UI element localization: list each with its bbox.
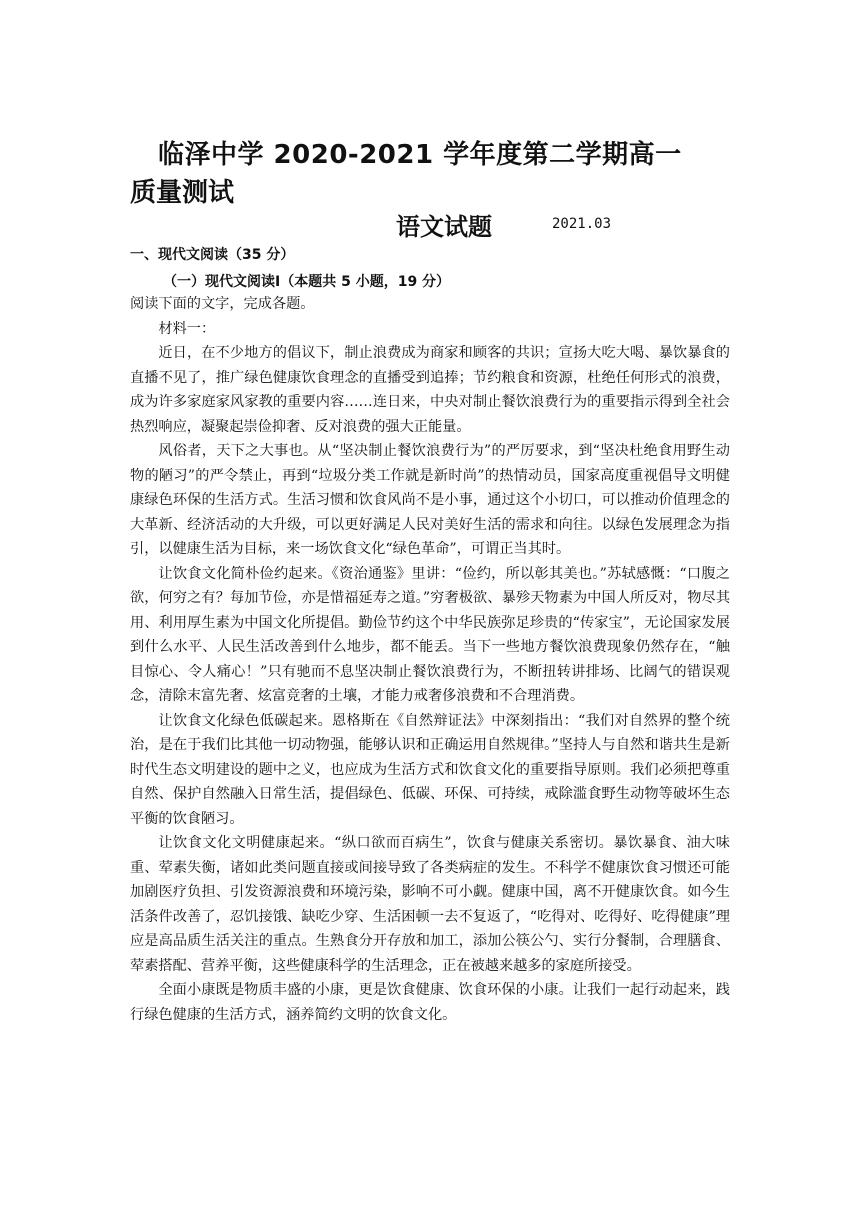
- subsection-heading: （一）现代文阅读Ⅰ（本题共 5 小题，19 分）: [163, 274, 451, 290]
- material-label: 材料一：: [158, 320, 216, 337]
- reading-passage: [130, 292, 730, 1027]
- exam-date: 2021.03: [552, 216, 612, 232]
- section-heading: 一、现代文阅读（35 分）: [130, 247, 295, 263]
- instruction-text: 阅读下面的文字，完成各题。: [130, 296, 315, 312]
- paragraph: 近日，在不少地方的倡议下，制止浪费成为商家和顾客的共识；宣扬大吃大喝、暴饮暴食的直播不见了，推广绿色健康饮食理念的直播受到追捧；节约粮食和资源，杜绝任何形式的浪费，成为许多家庭家风家教的重要内容……连日来，中央对制止餐饮浪费行为的重要指示得到全社会热烈响应，凝聚起崇俭抑奢、反对浪费的强大正能量。: [130, 345, 730, 435]
- paragraph: 让饮食文化绿色低碳起来。恩格斯在《自然辩证法》中深刻指出：“我们对自然界的整个统治，是在于我们比其他一切动物强，能够认识和正确运用自然规律。”坚持人与自然和谐共生是新时代生态文明建设的题中之义，也应成为生活方式和饮食文化的重要指导原则。我们必须把尊重自然、保护自然融入日常生活，提倡绿色、低碳、环保、可持续，戒除滥食野生动物等破坏生态平衡的饮食陋习。: [130, 712, 730, 827]
- subject-title: 语文试题: [396, 213, 492, 241]
- paragraph: 全面小康既是物质丰盛的小康，更是饮食健康、饮食环保的小康。让我们一起行动起来，践行绿色健康的生活方式，涵养简约文明的饮食文化。: [130, 982, 730, 1023]
- paragraph: 风俗者，天下之大事也。从“坚决制止餐饮浪费行为”的严厉要求，到“坚决杜绝食用野生动物的陋习”的严令禁止，再到“垃圾分类工作就是新时尚”的热情动员，国家高度重视倡导文明健康绿色环保的生活方式。生活习惯和饮食风尚不是小事，通过这个小切口，可以推动价值理念的大革新、经济活动的大升级，可以更好满足人民对美好生活的需求和向往。以绿色发展理念为指引，以健康生活为目标，来一场饮食文化“绿色革命”，可谓正当其时。: [130, 443, 730, 557]
- exam-title-line2: 质量测试: [130, 178, 235, 208]
- paragraph: 让饮食文化文明健康起来。“纵口欲而百病生”，饮食与健康关系密切。暴饮暴食、油大味重、荤素失衡，诸如此类问题直接或间接导致了各类病症的发生。不科学不健康饮食习惯还可能加剧医疗负担、引发资源浪费和环境污染，影响不可小觑。健康中国，离不开健康饮食。如今生活条件改善了，忍饥接饿、缺吃少穿、生活困顿一去不复返了，“吃得对、吃得好、吃得健康”理应是高品质生活关注的重点。生熟食分开存放和加工，添加公筷公勺、实行分餐制，合理膳食、荤素搭配、营养平衡，这些健康科学的生活理念，正在被越来越多的家庭所接受。: [130, 835, 730, 974]
- exam-title-line1: 临泽中学 2020-2021 学年度第二学期高一: [158, 140, 682, 170]
- paragraph: 让饮食文化简朴俭约起来。《资治通鉴》里讲：“俭约，所以彰其美也。”苏轼感慨：“口腹之欲，何穷之有？每加节俭，亦是惜福延寿之道。”穷奢极欲、暴殄天物素为中国人所反对，物尽其用、利用厚生素为中国文化所提倡。勤俭节约这个中华民族弥足珍贵的“传家宝”，无论国家发展到什么水平、人民生活改善到什么地步，都不能丢。当下一些地方餐饮浪费现象仍然存在，“触目惊心、令人痛心！”只有驰而不息坚决制止餐饮浪费行为，不断扭转讲排场、比阔气的错误观念，清除末富先奢、炫富竞奢的土壤，才能力戒奢侈浪费和不合理消费。: [130, 565, 730, 704]
